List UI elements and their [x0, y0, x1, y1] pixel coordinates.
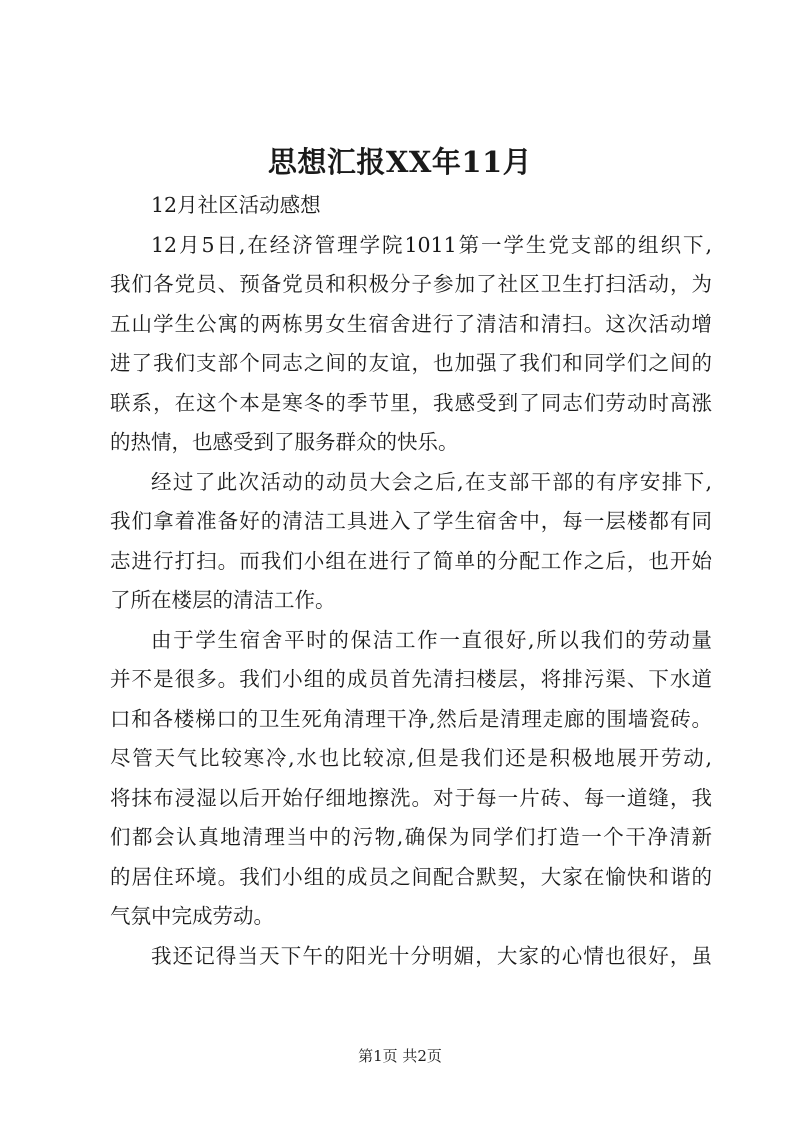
- paragraph-line: 了所在楼层的清洁工作。: [110, 588, 336, 612]
- paragraph-line: 将抹布浸湿以后开始仔细地擦洗。对于每一片砖、每一道缝，我: [110, 785, 712, 810]
- paragraph-line: 我还记得当天下午的阳光十分明媚，大家的心情也很好，虽: [151, 943, 712, 968]
- paragraph-line: 志进行打扫。而我们小组在进行了简单的分配工作之后，也开始: [110, 548, 712, 573]
- paragraph-line: 气氛中完成劳动。: [110, 904, 274, 928]
- paragraph-line: 经过了此次活动的动员大会之后,在支部干部的有序安排下,: [151, 469, 712, 494]
- document-body: [110, 186, 712, 976]
- paragraph-line: 尽管天气比较寒冷,水也比较凉,但是我们还是积极地展开劳动,: [110, 746, 712, 770]
- paragraph-line: 我们拿着准备好的清洁工具进入了学生宿舍中，每一层楼都有同: [110, 509, 712, 533]
- paragraph-line: 的居住环境。我们小组的成员之间配合默契，大家在愉快和谐的: [110, 864, 712, 889]
- paragraph-line: 联系，在这个本是寒冬的季节里，我感受到了同志们劳动时高涨: [110, 390, 712, 415]
- document-title: 思想汇报XX年11月: [267, 145, 533, 179]
- paragraph-line: 们都会认真地清理当中的污物,确保为同学们打造一个干净清新: [110, 825, 712, 849]
- paragraph-line: 我们各党员、预备党员和积极分子参加了社区卫生打扫活动，为: [110, 272, 712, 296]
- paragraph-line: 五山学生公寓的两栋男女生宿舍进行了清洁和清扫。这次活动增: [110, 311, 712, 336]
- paragraph-line: 并不是很多。我们小组的成员首先清扫楼层，将排污渠、下水道: [110, 667, 712, 691]
- page-footer: 第1页 共2页: [358, 1047, 442, 1065]
- paragraph-line: 12月5日,在经济管理学院1011第一学生党支部的组织下,: [151, 232, 712, 257]
- subtitle: 12月社区活动感想: [151, 193, 321, 217]
- paragraph-line: 口和各楼梯口的卫生死角清理干净,然后是清理走廊的围墙瓷砖。: [110, 706, 712, 731]
- paragraph-line: 进了我们支部个同志之间的友谊，也加强了我们和同学们之间的: [110, 351, 712, 375]
- paragraph-line: 由于学生宿舍平时的保洁工作一直很好,所以我们的劳动量: [151, 627, 712, 652]
- paragraph-line: 的热情，也感受到了服务群众的快乐。: [110, 430, 459, 454]
